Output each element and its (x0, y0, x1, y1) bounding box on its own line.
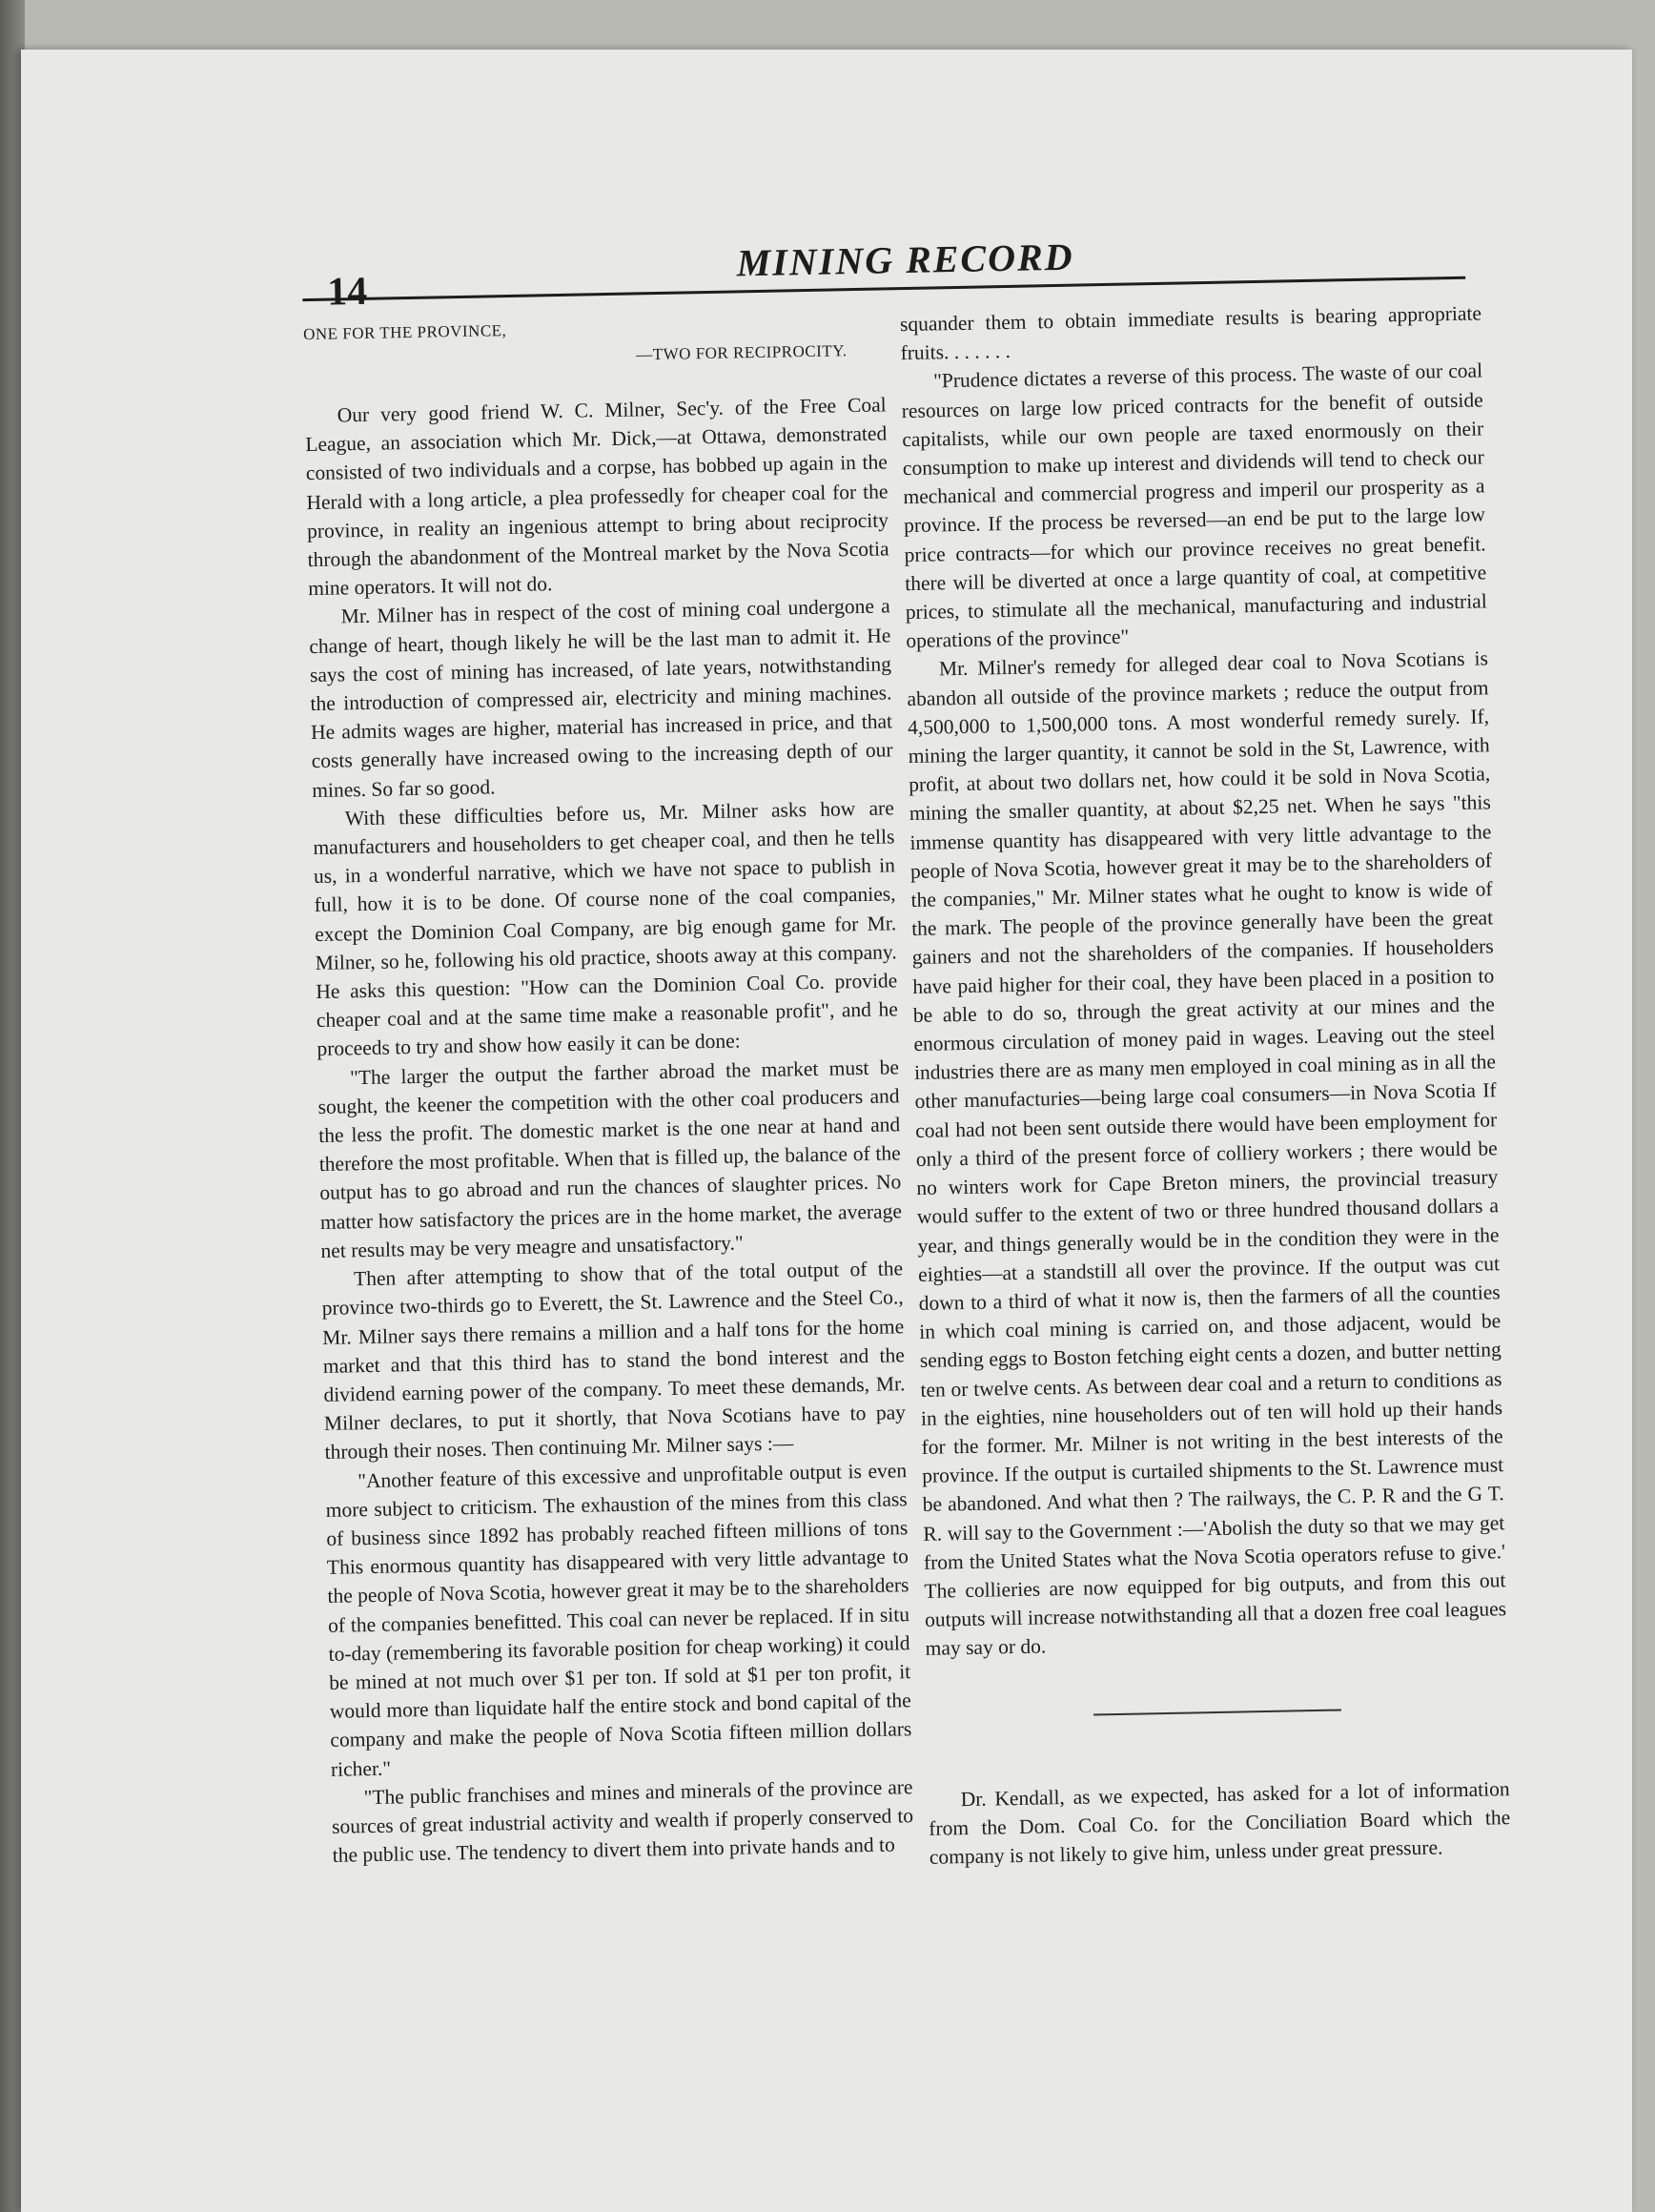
journal-title: MINING RECORD (736, 235, 1074, 285)
right-column (900, 298, 1511, 1872)
article-paragraph: With these difficulties before us, Mr. Milner asks how are manufacturers and householders to get cheaper coal, and then he tells us, in a wonderful narrative, which we have not space to publish in full, how it is to be done. Of course none of the coal companies, except the Dominion Coal Company, are big enough game for Mr. Milner, so he, following his old practice, shoots away at this company. He asks this question: "How can the Dominion Coal Co. provide cheaper coal and at the same time make a reasonable profit", and he proceeds to try and show how easily it can be done: (313, 796, 899, 1061)
article-paragraph: "Prudence dictates a reverse of this process. The waste of our coal resources on large low priced contracts for the benefit of outside capitalists, while our own people are taxed enormously on their consumption to make up interest and dividends will tend to check our mechanical and commercial progress and imperil our prosperity as a province. If the process be reversed—an end be put to the large low price contracts—for which our province receives no great benefit. there will be diverted at once a large quantity of coal, at competitive prices, to stimulate all the mechanical, manufacturing and industrial operations of the province" (901, 358, 1487, 653)
article-paragraph: "Another feature of this excessive and unprofitable output is even more subject to criticism. The exhaustion of the mines from this class of business since 1892 has probably reached fifteen millions of tons This enormous quantity has disappeared with very little advantage to the people of Nova Scotia, however great it may be to the shareholders of the companies benefitted. This coal can never be replaced. If in situ to-day (remembering its favorable position for cheap working) it could be mined at not much over $1 per ton. If sold at $1 per ton profit, it would more than liquidate half the entire stock and bond capital of the company and make the people of Nova Scotia fifteen million dollars richer." (325, 1458, 912, 1781)
article-paragraph: "The public franchises and mines and minerals of the province are sources of great industrial activity and wealth if properly conserved to the public use. The tendency to divert them into private hands and to (331, 1774, 914, 1867)
article-heading-line2: —TWO FOR RECIPROCITY. (636, 341, 848, 364)
article-heading (303, 310, 886, 375)
article-heading-line1: ONE FOR THE PROVINCE, (302, 321, 507, 344)
article-paragraph: squander them to obtain immediate results is bearing appropriate fruits. . . . . . . (899, 301, 1482, 365)
scanned-page (21, 50, 1632, 2212)
page-header (259, 207, 1519, 317)
page-number: 14 (326, 269, 368, 315)
left-column (303, 310, 914, 1870)
article-paragraph: "The larger the output the farther abroad the market must be sought, the keener the competition with the other coal producers and the less the profit. The domestic market is the one near at hand and therefore the most profitable. When that is filled up, the balance of the output has to go abroad and run the chances of slaughter prices. No matter how satisfactory the prices are in the home market, the average net results may be very meagre and unsatisfactory." (317, 1055, 903, 1262)
article-paragraph: Mr. Milner's remedy for alleged dear coal to Nova Scotians is abandon all outside of the province markets ; reduce the output from 4,500,000 to 1,500,000 tons. A most wonderful remedy surely. If, mining the larger quantity, it cannot be sold in the St, Lawrence, with profit, at about two dollars net, how could it be sold in Nova Scotia, mining the smaller quantity, at about $2,25 net. When he says "this immense quantity has disappeared with very little advantage to the people of Nova Scotia, however great it may be to the shareholders of the companies," Mr. Milner states what he ought to know is wide of the mark. The people of the province generally have been the great gainers and not the shareholders of the companies. If householders have paid higher for their coal, they have been placed in a position to be able to do so, through the great activity at our mines and the enormous circulation of money paid in wages. Leaving out the steel industries there are as many men employed in coal mining as in all the other manufacturies—being large coal consumers—in Nova Scotia If coal had not been sent outside there would have been employment for only a third of the present force of colliery workers ; there would be no winters work for Cape Breton miners, the provincial treasury would suffer to the extent of two or three hundred thousand dollars a year, and things generally would be in the condition they were in the eighties—at a standstill all over the province. If the output was cut down to a third of what it now is, then the farmers of all the counties in which coal mining is carried on, and those adjacent, would be sending eggs to Boston fetching eight cents a dozen, and butter netting ten or twelve cents. As between dear coal and a return to conditions as in the eighties, nine householders out of ten will hold up their hands for the former. Mr. Milner is not writing in the best interests of the province. If the output is curtailed shipments to the St. Lawrence must be abandoned. And what then ? The railways, the C. P. R and the G T. R. will say to the Government :—'Abolish the duty so that we may get from the United States what the Nova Scotia operators refuse to give.' The collieries are now equipped for big outputs, and from this out outputs will increase notwithstanding all that a dozen free coal leagues may say or do. (907, 646, 1507, 1661)
article-paragraph: Our very good friend W. C. Milner, Sec'y. of the Free Coal League, an association which Mr. Dick,—at Ottawa, demonstrated consisted of two individuals and a corpse, has bobbed up again in the Herald with a long article, a plea professedly for cheaper coal for the province, in reality an ingenious attempt to bring about reciprocity through the abandonment of the Montreal market by the Nova Scotia mine operators. It will not do. (305, 393, 889, 601)
kendall-paragraph: Dr. Kendall, as we expected, has asked for a lot of information from the Dom. Coal Co. for the Conciliation Board which the company is not likely to give him, unless under great pressure. (929, 1776, 1511, 1869)
journal-page (259, 207, 1553, 2099)
section-separator (1093, 1709, 1341, 1715)
article-paragraph: Then after attempting to show that of the total output of the province two-thirds go to Everett, the St. Lawrence and the Steel Co., Mr. Milner says there remains a million and a half tons for the home market and that this third has to stand the bond interest and the dividend earning power of the company. To meet these demands, Mr. Milner declares, to put it shortly, that Nova Scotians have to pay through their noses. Then continuing Mr. Milner says :— (321, 1257, 907, 1464)
article-paragraph: Mr. Milner has in respect of the cost of mining coal undergone a change of heart, though likely he will be the last man to admit it. He says the cost of mining has increased, of late years, notwithstanding the introduction of compressed air, electricity and mining machines. He admits wages are higher, material has increased in price, and that costs generally have increased owing to the increasing depth of our mines. So far so good. (309, 594, 893, 802)
